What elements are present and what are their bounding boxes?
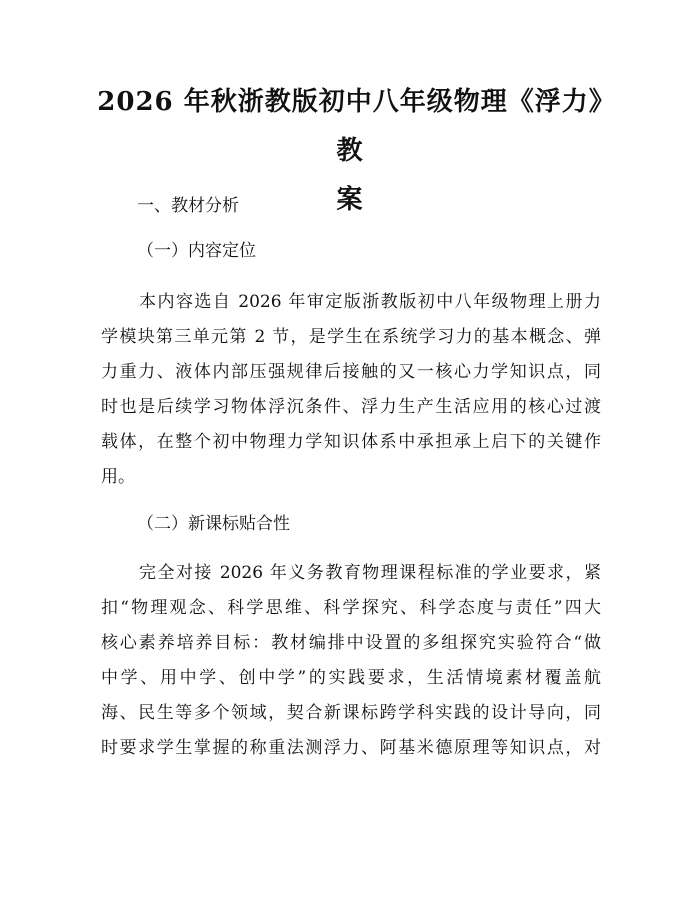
paragraph-line: 中学、用中学、创中学”的实践要求，生活情境素材覆盖航	[101, 668, 601, 688]
paragraph-line: 扣“物理观念、科学思维、科学探究、科学态度与责任”四大	[101, 598, 601, 618]
paragraph-content-positioning	[101, 285, 601, 495]
title-line-2: 案	[336, 185, 364, 215]
title-line-1: 2026 年秋浙教版初中八年级物理《浮力》教	[97, 87, 603, 166]
paragraph-line: 海、民生等多个领域，契合新课标跨学科实践的设计导向，同	[101, 703, 601, 723]
paragraph-line: 时也是后续学习物体浮沉条件、浮力生产生活应用的核心过渡	[101, 397, 601, 417]
paragraph-line: 完全对接 2026 年义务教育物理课程标准的学业要求，紧	[139, 563, 601, 583]
paragraph-line: 核心素养培养目标：教材编排中设置的多组探究实验符合“做	[101, 633, 601, 653]
paragraph-line: 用。	[101, 467, 135, 487]
subsection-heading-content-positioning: （一）内容定位	[137, 241, 256, 261]
paragraph-curriculum-fit	[101, 556, 601, 766]
paragraph-line: 本内容选自 2026 年审定版浙教版初中八年级物理上册力	[139, 292, 601, 312]
paragraph-line: 载体，在整个初中物理力学知识体系中承担承上启下的关键作	[101, 432, 601, 452]
paragraph-line: 学模块第三单元第 2 节，是学生在系统学习力的基本概念、弹	[101, 327, 601, 347]
section-heading-textbook-analysis: 一、教材分析	[137, 196, 239, 216]
paragraph-line: 力重力、液体内部压强规律后接触的又一核心力学知识点，同	[101, 362, 601, 382]
paragraph-line: 时要求学生掌握的称重法测浮力、阿基米德原理等知识点，对	[101, 738, 601, 758]
subsection-heading-curriculum-fit: （二）新课标贴合性	[137, 514, 290, 534]
